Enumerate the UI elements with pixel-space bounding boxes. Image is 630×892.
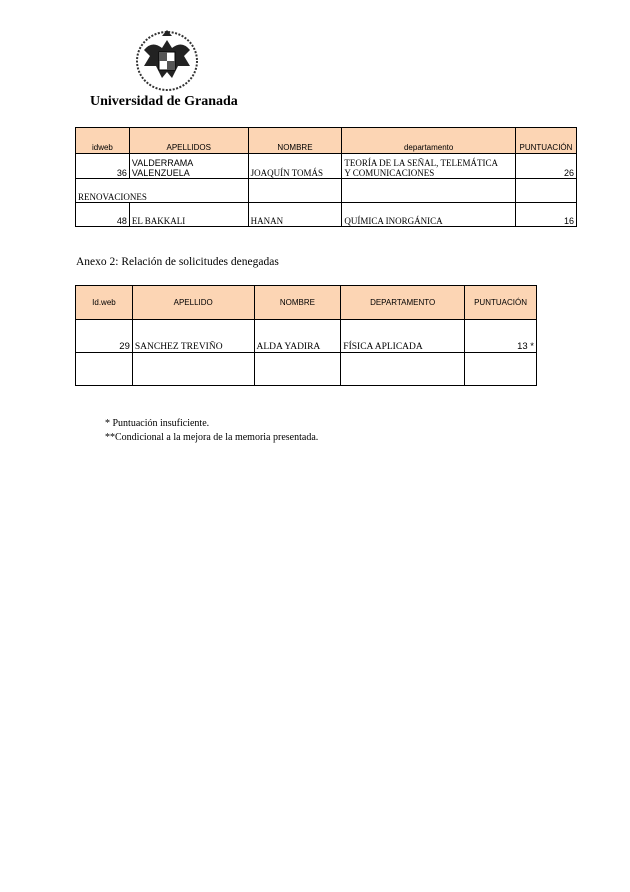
col-idweb: Id.web bbox=[76, 286, 133, 320]
annex-title: Anexo 2: Relación de solicitudes denegadas bbox=[76, 256, 279, 268]
col-nombre: NOMBRE bbox=[254, 286, 341, 320]
university-name: Universidad de Granada bbox=[90, 94, 238, 109]
col-apellidos: APELLIDOS bbox=[129, 128, 248, 154]
cell-apellidos: EL BAKKALI bbox=[129, 203, 248, 227]
cell-apellidos bbox=[129, 154, 248, 179]
table-row bbox=[76, 203, 577, 227]
cell-idweb: 29 bbox=[76, 320, 133, 353]
cell-departamento bbox=[342, 154, 516, 179]
section-label: RENOVACIONES bbox=[76, 179, 249, 203]
col-puntuacion: PUNTUACIÓN bbox=[515, 128, 576, 154]
col-idweb: idweb bbox=[76, 128, 130, 154]
col-apellido: APELLIDO bbox=[132, 286, 254, 320]
col-nombre: NOMBRE bbox=[248, 128, 342, 154]
cell-puntuacion: 26 bbox=[515, 154, 576, 179]
table-header-row bbox=[76, 286, 537, 320]
cell-puntuacion: 16 bbox=[515, 203, 576, 227]
footnote-2: **Condicional a la mejora de la memoria presentada. bbox=[105, 432, 319, 443]
table-row bbox=[76, 320, 537, 353]
apellido-line-1: VALDERRAMA bbox=[131, 158, 194, 168]
col-departamento: departamento bbox=[342, 128, 516, 154]
departamento-line-1: TEORÍA DE LA SEÑAL, TELEMÁTICA bbox=[344, 158, 498, 168]
apellido-line-2: VALENZUELA bbox=[131, 168, 190, 178]
cell-idweb: 48 bbox=[76, 203, 130, 227]
table-row bbox=[76, 154, 577, 179]
table-header-row bbox=[76, 128, 577, 154]
col-puntuacion: PUNTUACIÓN bbox=[465, 286, 537, 320]
footnote-1: * Puntuación insuficiente. bbox=[105, 418, 210, 429]
university-crest-logo bbox=[132, 26, 202, 92]
denied-table bbox=[75, 285, 537, 386]
cell-nombre: JOAQUÍN TOMÁS bbox=[248, 154, 342, 179]
section-row bbox=[76, 179, 577, 203]
departamento-line-2: Y COMUNICACIONES bbox=[344, 168, 435, 178]
cell-apellido: SANCHEZ TREVIÑO bbox=[132, 320, 254, 353]
cell-departamento: QUÍMICA INORGÁNICA bbox=[342, 203, 516, 227]
approved-table bbox=[75, 127, 577, 227]
empty-row bbox=[76, 353, 537, 386]
cell-departamento: FÍSICA APLICADA bbox=[341, 320, 465, 353]
cell-nombre: HANAN bbox=[248, 203, 342, 227]
cell-puntuacion: 13 * bbox=[465, 320, 537, 353]
cell-nombre: ALDA YADIRA bbox=[254, 320, 341, 353]
col-departamento: DEPARTAMENTO bbox=[341, 286, 465, 320]
cell-idweb: 36 bbox=[76, 154, 130, 179]
